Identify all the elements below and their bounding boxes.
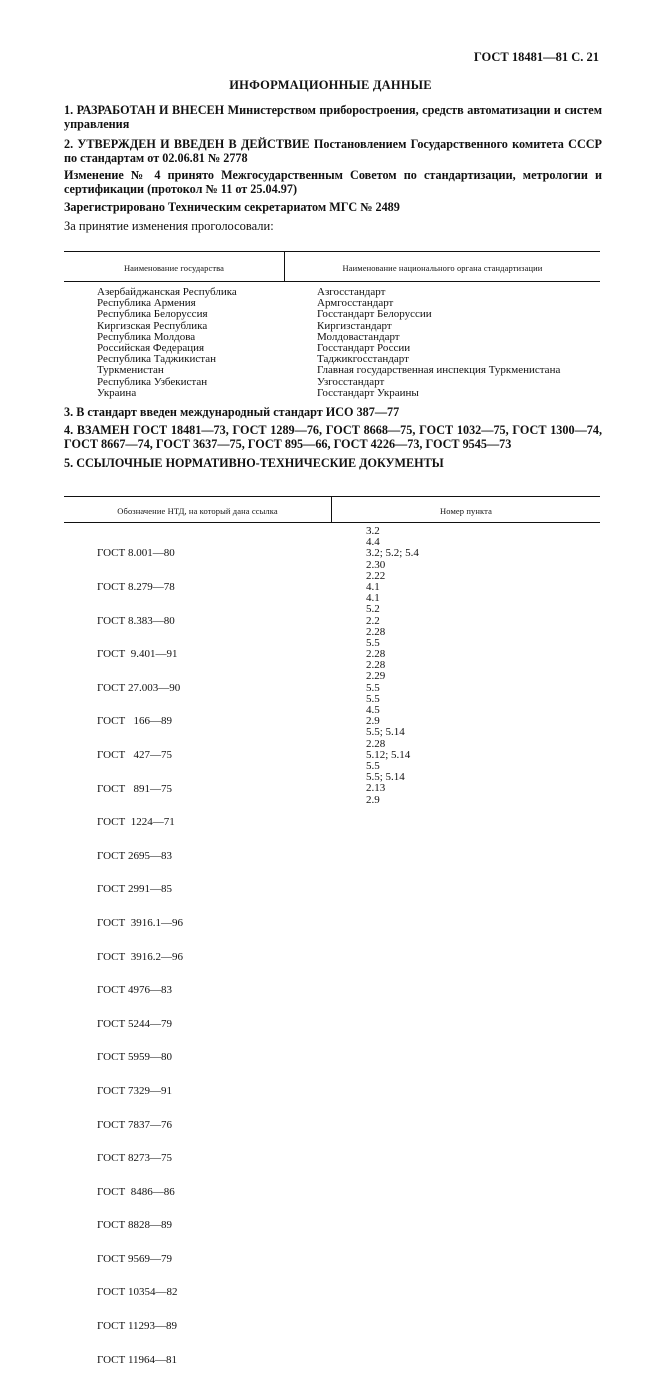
table-cell: ГОСТ 8273—75 [97, 1152, 172, 1165]
states-header-state: Наименование государства [123, 263, 225, 273]
table-cell: 2.9 [366, 715, 380, 728]
table-cell: ГОСТ 2695—83 [97, 849, 172, 862]
table-cell: ГОСТ 8.383—80 [97, 614, 175, 627]
page-title: ИНФОРМАЦИОННЫЕ ДАННЫЕ [229, 78, 432, 92]
refs-table-top-rule [64, 496, 600, 497]
section-5: 5. ССЫЛОЧНЫЕ НОРМАТИВНО-ТЕХНИЧЕСКИЕ ДОКУМЕНТЫ [64, 456, 444, 470]
table-cell: ГОСТ 8486—86 [97, 1185, 175, 1198]
table-cell: 2.13 [366, 782, 386, 795]
table-cell: Молдовастандарт [317, 330, 400, 343]
table-cell: ГОСТ 11964—81 [97, 1353, 178, 1366]
table-cell: Госстандарт Украины [317, 386, 419, 399]
table-cell: Азербайджанская Республика [97, 286, 237, 298]
section-3: 3. В стандарт введен международный стандарт ИСО 387—77 [64, 405, 400, 419]
table-cell: 4.5 [366, 704, 380, 716]
table-cell: 5.5; 5.14 [366, 726, 405, 739]
states-header-body: Наименование национального органа стандартизации [342, 263, 543, 273]
table-cell: Республика Таджикистан [97, 353, 216, 366]
table-cell: ГОСТ 8.001—80 [97, 547, 175, 560]
table-cell: Госстандарт Белоруссии [317, 308, 432, 321]
table-cell: ГОСТ 2991—85 [97, 883, 172, 896]
table-cell: ГОСТ 9569—79 [97, 1252, 172, 1265]
refs-column-designations [97, 526, 183, 1377]
section-1 [64, 103, 602, 131]
refs-table-header-rule [64, 522, 600, 523]
table-cell: ГОСТ 427—75 [97, 748, 172, 761]
table-cell: ГОСТ 10354—82 [97, 1286, 178, 1299]
section-2-text: Постановлением Государственного комитета СССР по стандартам от 02.06.81 № 2778 [64, 137, 602, 165]
table-cell: Главная государственная инспекция Туркменистана [317, 364, 561, 377]
states-table-top-rule [64, 251, 600, 252]
table-cell: ГОСТ 891—75 [97, 782, 172, 795]
table-cell: 3.2; 5.2; 5.4 [366, 547, 419, 560]
section-1-lead: 1. РАЗРАБОТАН И ВНЕСЕН [64, 103, 225, 117]
table-cell: 5.5 [366, 636, 380, 649]
table-cell: 5.5 [366, 759, 380, 772]
table-cell: ГОСТ 8.279—78 [97, 581, 175, 593]
table-cell: ГОСТ 166—89 [97, 715, 172, 728]
table-cell: ГОСТ 5959—80 [97, 1051, 172, 1064]
table-cell: 2.28 [366, 625, 386, 638]
states-table-header-rule [64, 281, 600, 282]
table-cell: Республика Молдова [97, 330, 196, 343]
table-cell: 3.2 [366, 525, 380, 537]
section-2-lead: 2. УТВЕРЖДЕН И ВВЕДЕН В ДЕЙСТВИЕ [64, 137, 310, 151]
table-cell: 5.12; 5.14 [366, 748, 411, 761]
voted-label: За принятие изменения проголосовали: [64, 219, 274, 233]
table-cell: 4.1 [366, 592, 380, 605]
table-cell: Республика Узбекистан [97, 375, 208, 388]
table-cell: Госстандарт России [317, 341, 411, 354]
table-cell: 4.4 [366, 536, 380, 549]
table-cell: 2.29 [366, 670, 386, 683]
registration-note: Зарегистрировано Техническим секретариатом МГС № 2489 [64, 200, 400, 214]
table-cell: ГОСТ 4976—83 [97, 984, 172, 997]
states-column-bodies [317, 287, 560, 399]
section-1-text: Министерством приборостроения, средств автоматизации и систем управления [64, 103, 603, 131]
page-header: ГОСТ 18481—81 С. 21 [473, 50, 599, 64]
table-cell: ГОСТ 3916.1—96 [97, 916, 183, 929]
table-cell: Туркменистан [97, 364, 164, 377]
refs-header-item: Номер пункта [440, 506, 492, 516]
table-cell: 5.5 [366, 692, 380, 705]
table-cell: Республика Белоруссия [97, 308, 208, 321]
table-cell: Армгосстандарт [317, 297, 394, 310]
table-cell: Азгосстандарт [317, 286, 386, 298]
table-cell: ГОСТ 8828—89 [97, 1219, 172, 1232]
table-cell: 2.28 [366, 659, 386, 672]
table-cell: ГОСТ 9.401—91 [97, 648, 178, 661]
table-cell: ГОСТ 1224—71 [97, 816, 175, 829]
refs-column-items [366, 526, 419, 806]
refs-header-designation: Обозначение НТД, на который дана ссылка [117, 506, 278, 516]
table-cell: ГОСТ 27.003—90 [97, 681, 181, 694]
table-cell: 5.5; 5.14 [366, 771, 405, 784]
table-cell: ГОСТ 7837—76 [97, 1118, 172, 1131]
table-cell: Российская Федерация [97, 341, 205, 354]
states-column-names [97, 287, 237, 399]
table-cell: Таджикгосстандарт [317, 353, 409, 366]
section-4: 4. ВЗАМЕН ГОСТ 18481—73, ГОСТ 1289—76, ГОСТ 8668—75, ГОСТ 1032—75, ГОСТ 1300—74, ГОСТ 8667—74, ГОСТ 3637—75, ГОСТ 895—66, ГОСТ 4226—73, ГОСТ 9545—73 [64, 423, 602, 451]
table-cell: 2.28 [366, 648, 386, 661]
table-cell: 2.28 [366, 737, 386, 750]
table-cell: 4.1 [366, 580, 380, 593]
table-cell: 2.30 [366, 558, 386, 571]
table-cell: ГОСТ 11293—89 [97, 1320, 178, 1333]
table-cell: 5.2 [366, 603, 380, 616]
table-cell: Украина [97, 386, 137, 399]
table-cell: Киргизстандарт [317, 319, 392, 332]
table-cell: 2.22 [366, 569, 386, 582]
table-cell: Республика Армения [97, 297, 196, 310]
table-cell: ГОСТ 5244—79 [97, 1017, 172, 1030]
section-2 [64, 137, 602, 165]
table-cell: Узгосстандарт [317, 375, 385, 388]
table-cell: Киргизская Республика [97, 319, 208, 332]
table-cell: ГОСТ 7329—91 [97, 1084, 172, 1097]
table-cell: 2.9 [366, 793, 380, 806]
change-4-note: Изменение № 4 принято Межгосударственным Советом по стандартизации, метрологии и сертификации (протокол № 11 от 25.04.97) [64, 168, 602, 196]
table-cell: 2.2 [366, 614, 380, 627]
table-cell: 5.5 [366, 681, 380, 694]
table-cell: ГОСТ 3916.2—96 [97, 950, 183, 963]
